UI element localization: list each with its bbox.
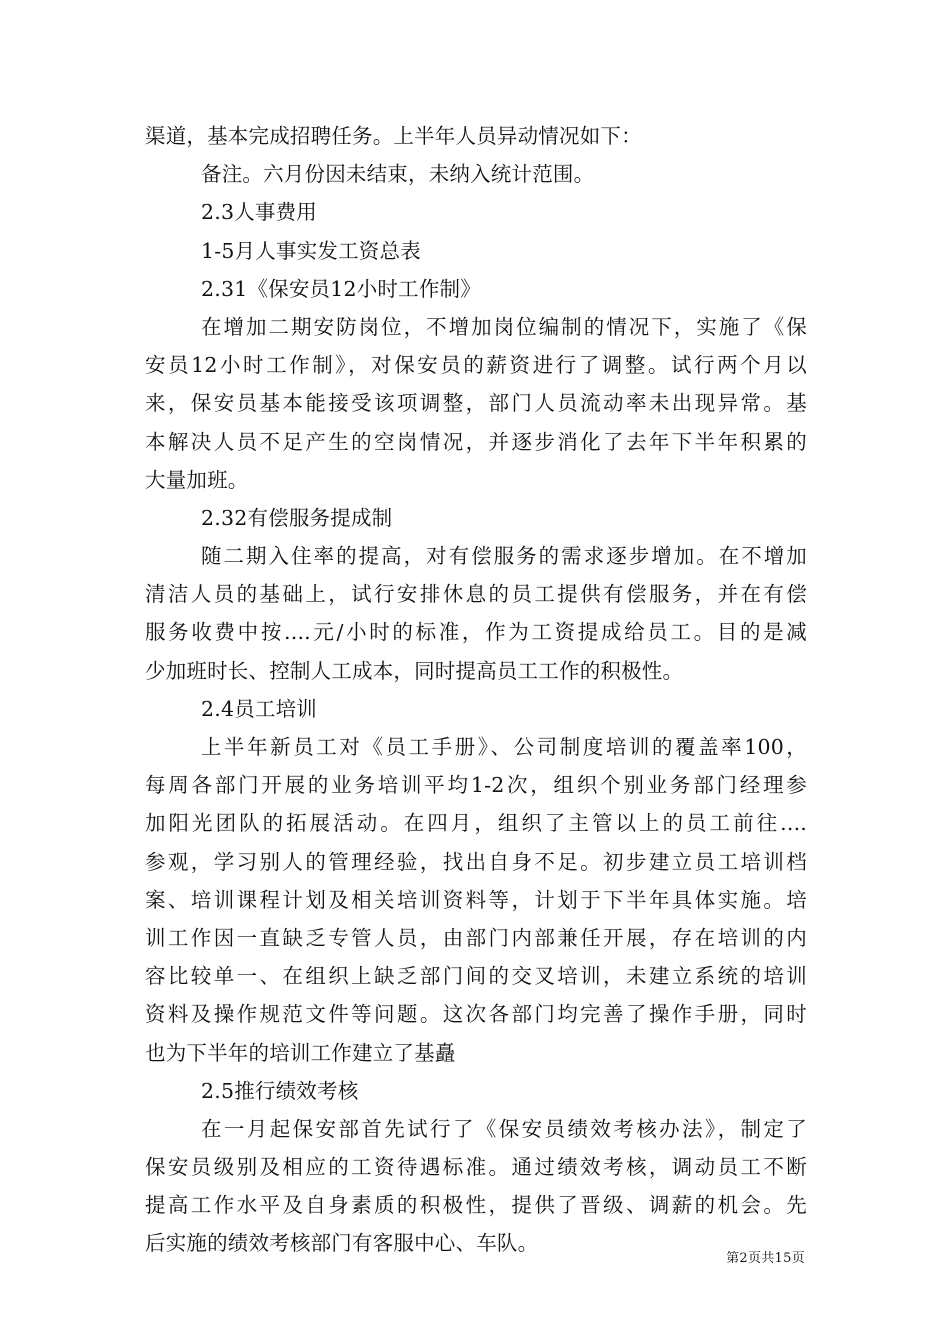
- text-line: 容比较单一、在组织上缺乏部门间的交叉培训，未建立系统的培训: [145, 964, 807, 989]
- text-line: 2.4员工培训: [201, 696, 318, 721]
- text-line: 本解决人员不足产生的空岗情况，并逐步消化了去年下半年积累的: [145, 429, 807, 454]
- text-line: 随二期入住率的提高，对有偿服务的需求逐步增加。在不增加: [201, 544, 807, 569]
- text-line: 2.5推行绩效考核: [201, 1078, 359, 1103]
- text-line: 渠道，基本完成招聘任务。上半年人员异动情况如下：: [145, 124, 642, 148]
- document-body: [145, 117, 807, 1263]
- text-line: 备注。六月份因未结束，未纳入统计范围。: [201, 162, 595, 187]
- text-line: 来，保安员基本能接受该项调整，部门人员流动率未出现异常。基: [145, 391, 807, 416]
- text-line: 大量加班。: [145, 467, 249, 492]
- text-line: 2.32有偿服务提成制: [201, 505, 393, 530]
- text-line: 案、培训课程计划及相关培训资料等，计划于下半年具体实施。培: [145, 887, 807, 912]
- text-line: 在增加二期安防岗位，不增加岗位编制的情况下，实施了《保: [201, 314, 807, 339]
- text-line: 在一月起保安部首先试行了《保安员绩效考核办法》，制定了: [201, 1116, 807, 1141]
- text-line: 保安员级别及相应的工资待遇标准。通过绩效考核，调动员工不断: [145, 1155, 807, 1180]
- text-line: 上半年新员工对《员工手册》、公司制度培训的覆盖率100，: [201, 735, 807, 759]
- text-line: 1-5月人事实发工资总表: [201, 238, 421, 263]
- text-line: 提高工作水平及自身素质的积极性，提供了晋级、调薪的机会。先: [145, 1193, 807, 1218]
- text-line: 每周各部门开展的业务培训平均1-2次，组织个别业务部门经理参: [145, 773, 807, 798]
- text-line: 清洁人员的基础上，试行安排休息的员工提供有偿服务，并在有偿: [145, 582, 807, 607]
- paragraph-lines: [145, 117, 807, 1263]
- text-line: 少加班时长、控制人工成本，同时提高员工工作的积极性。: [145, 658, 684, 683]
- text-line: 训工作因一直缺乏专管人员，由部门内部兼任开展，存在培训的内: [145, 925, 807, 950]
- text-line: 参观，学习别人的管理经验，找出自身不足。初步建立员工培训档: [145, 849, 807, 874]
- page-number: 第2页共15页: [726, 1251, 805, 1266]
- text-line: 也为下半年的培训工作建立了基矗: [145, 1040, 456, 1065]
- text-line: 服务收费中按....元/小时的标准，作为工资提成给员工。目的是减: [145, 620, 807, 645]
- text-line: 资料及操作规范文件等问题。这次各部门均完善了操作手册，同时: [145, 1002, 807, 1027]
- text-line: 加阳光团队的拓展活动。在四月，组织了主管以上的员工前往....: [145, 811, 807, 836]
- text-line: 2.3人事费用: [201, 200, 318, 225]
- text-line: 2.31《保安员12小时工作制》: [201, 276, 481, 301]
- text-line: 安员12小时工作制》，对保安员的薪资进行了调整。试行两个月以: [145, 353, 807, 378]
- text-line: 后实施的绩效考核部门有客服中心、车队。: [145, 1231, 539, 1256]
